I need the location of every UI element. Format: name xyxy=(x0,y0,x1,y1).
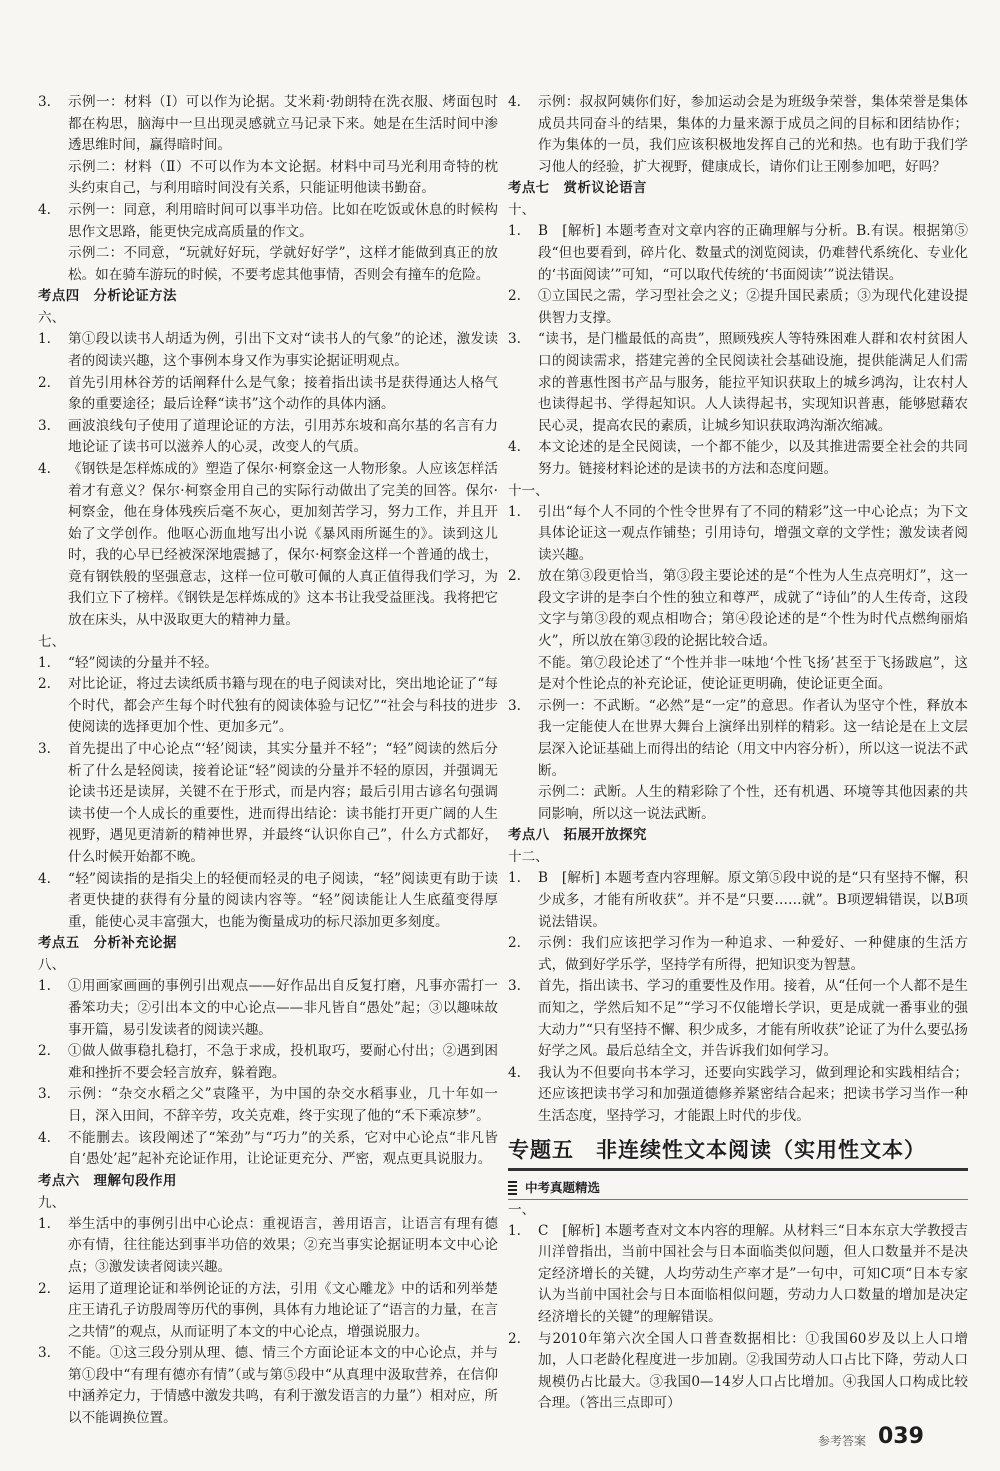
answer-number: 2. xyxy=(38,374,51,391)
answer-number: 1. xyxy=(38,1215,51,1232)
answer-item xyxy=(508,976,968,1062)
answer-number: 4. xyxy=(508,439,521,456)
answer-item xyxy=(38,459,498,632)
answer-item xyxy=(508,1329,968,1415)
section-heading: 考点八 拓展开放探究 xyxy=(508,828,647,844)
answer-number: 4. xyxy=(508,1064,521,1081)
topic-title: 专题五 非连续性文本阅读（实用性文本） xyxy=(508,1134,968,1171)
answer-text: 本文论述的是全民阅读，一个都不能少，以及其推进需要全社会的共同努力。链接材料论述的是读书的方法和态度问题。 xyxy=(538,439,968,477)
answer-text: ①立国民之需，学习型社会之义；②提升国民素质；③为现代化建设提供智力支撑。 xyxy=(538,288,968,326)
answer-number: 3. xyxy=(38,94,51,110)
answer-number: 2. xyxy=(38,1043,51,1060)
group-number: 十、 xyxy=(508,202,536,219)
answer-item xyxy=(38,1279,498,1344)
answer-item xyxy=(508,696,968,826)
right-column xyxy=(508,92,968,1415)
answer-text: C [解析] 本题考查对文本内容的理解。从材料三“日本东京大学教授吉川洋曾指出，当前中国社会与日本面临类似问题，但人口数量并不是决定经济增长的关键，人均劳动生产率才是”一句中，可知C项“日本专家认为当前中国社会与日本面临相似问题，劳动力人口数量的增加是决定经济增长的关键”的理解错误。 xyxy=(538,1222,968,1325)
answer-paragraph: 示例一：不武断。“必然”是“一定”的意思。作者认为坚守个性，释放本我一定能使人在世界大舞台上演绎出别样的精彩。这一结论是在上文层层深入论证基础上而得出的结论（用文中内容分析），所以这一说法不武断。 xyxy=(538,697,968,779)
section-heading: 考点六 理解句段作用 xyxy=(38,1173,177,1189)
answer-number: 2. xyxy=(508,935,521,952)
example-two: 示例二：不同意，“玩就好好玩，学就好好学”，这样才能做到真正的放松。如在骑车游玩的时候，不要考虑其他事情，否则会有撞车的危险。 xyxy=(68,245,498,283)
footer-label: 参考答案 xyxy=(818,1434,867,1448)
answer-text: 《钢铁是怎样炼成的》塑造了保尔·柯察金这一人物形象。人应该怎样活着才有意义？保尔·柯察金用自己的实际行动做出了完美的回答。保尔·柯察金，他在身体残疾后毫不灰心，更加刻苦学习，努力工作，并且开始了文学创作。他呕心沥血地写出小说《暴风雨所诞生的》。读到这儿时，我的心早已经被深深地震撼了，保尔·柯察金这样一个普通的战士，竟有钢铁般的坚强意志，这样一位可敬可佩的人真正值得我们学习，为我们立下了榜样。《钢铁是怎样炼成的》这本书让我受益匪浅。我将把它放在床头，从中汲取更大的精神力量。 xyxy=(68,460,498,629)
answer-3 xyxy=(38,92,498,200)
sub-heading-label: 中考真题精选 xyxy=(525,1179,601,1195)
answer-text: 示例：我们应该把学习作为一种追求、一种爱好、一种健康的生活方式，做到好学乐学，坚持学有所得，把知识变为智慧。 xyxy=(538,935,968,973)
answer-item xyxy=(38,416,498,459)
answer-paragraph: 示例二：武断。人生的精彩除了个性，还有机遇、环境等其他因素的共同影响，所以这一说法武断。 xyxy=(538,784,968,822)
answer-number: 4. xyxy=(38,460,51,477)
group-number: 八、 xyxy=(38,957,66,974)
section-heading: 考点五 分析补充论据 xyxy=(38,936,177,952)
answer-number: 3. xyxy=(38,417,51,434)
answer-item xyxy=(508,502,968,567)
answer-text: 不能删去。该段阐述了“笨劲”与“巧力”的关系，它对中心论点“非凡皆自‘愚处’起”起补充论证作用，让论证更充分、严密，观点更具说服力。 xyxy=(68,1129,498,1168)
example-one: 示例一：材料（Ⅰ）可以作为论据。艾米莉·勃朗特在洗衣服、烤面包时都在构思，脑海中一旦出现灵感就立马记录下来。她是在生活时间中渗透思维时间，赢得暗时间。 xyxy=(68,94,498,154)
group-number: 七、 xyxy=(38,633,66,650)
answer-number: 1. xyxy=(38,331,51,348)
answer-number: 4. xyxy=(38,870,51,887)
answer-number: 2. xyxy=(38,676,51,693)
answer-number: 3. xyxy=(38,1345,51,1362)
answer-text: 示例：“杂交水稻之父”袁隆平，为中国的杂交水稻事业，几十年如一日，深入田间，不辞辛劳，攻关克难，终于实现了他的“禾下乘凉梦”。 xyxy=(68,1086,498,1124)
answer-text: B [解析] 本题考查内容理解。原文第⑤段中说的是“只有坚持不懈，积少成多，才能有所收获”。并不是“只要……就”。B项逻辑错误，以B项说法错误。 xyxy=(538,870,968,930)
answer-text: 首先提出了中心论点“‘轻’阅读，其实分量并不轻”；“轻”阅读的然后分析了什么是轻阅读，接着论证“轻”阅读的分量并不轻的原因，并强调无论读书还是读屏，关键不在于形式，而是内容；最后引用古谚名句强调读书使一个人成长的重要性，进而得出结论：读书能打开更广阔的人生视野，遇见更清新的精神世界，并最终“认识你自己”，什么方式都好，什么时候开始都不晚。 xyxy=(68,741,498,865)
example-one: 示例一：同意，利用暗时间可以事半功倍。比如在吃饭或休息的时候构思作文思路，能更快完成高质量的作文。 xyxy=(68,201,498,240)
answer-item xyxy=(38,869,498,934)
answer-number: 1. xyxy=(38,978,51,995)
answer-text: ①做人做事稳扎稳打，不急于求成，投机取巧，要耐心付出；②遇到困难和挫折不要会轻言放弃，躲着跑。 xyxy=(68,1043,498,1081)
group-number: 六、 xyxy=(38,310,66,327)
answer-text: 引出“每个人不同的个性令世界有了不同的精彩”这一中心论点；为下文具体论证这一观点作铺垫；引用诗句，增强文章的文学性；激发读者阅读兴趣。 xyxy=(538,503,968,563)
answer-item xyxy=(38,976,498,1041)
answer-item xyxy=(38,653,498,675)
section-heading: 考点四 分析论证方法 xyxy=(38,289,177,305)
answer-text: “轻”阅读指的是指尖上的轻便而轻灵的电子阅读，“轻”阅读更有助于读者更快捷的获得有分量的阅读内容等。“轻”阅读能让人生底蕴变得厚重，能使心灵丰富强大，也能为衡量成功的标尺添加更多刻度。 xyxy=(68,870,498,930)
sub-heading xyxy=(508,1179,968,1200)
answer-item xyxy=(38,329,498,372)
answer-item xyxy=(38,373,498,416)
answer-number: 1. xyxy=(508,1222,521,1239)
answer-text: 与2010年第六次全国人口普查数据相比：①我国60岁及以上人口增加，人口老龄化程度进一步加剧。②我国劳动人口占比下降，劳动人口规模仍占比最大。③我国0—14岁人口占比增加。④我国人口构成比较合理。（答出三点即可） xyxy=(538,1330,968,1412)
answer-text: “读书，是门槛最低的高贵”，照顾残疾人等特殊困难人群和农村贫困人口的阅读需求，搭建完善的全民阅读社会基础设施，提供能满足人们需求的普惠性图书产品与服务，能拉平知识获取上的城乡鸿沟，让农村人也读得起书、学得起知识。人人读得起书，实现知识普惠，能够慰藉农民心灵，提高农民的素质，让城乡知识获取鸿沟渐次缩减。 xyxy=(538,331,968,434)
group-number: 九、 xyxy=(38,1194,66,1211)
answer-number: 2. xyxy=(508,1330,521,1347)
answer-number: 3. xyxy=(38,1086,51,1103)
answer-item xyxy=(508,1063,968,1128)
section-heading: 考点七 赏析议论语言 xyxy=(508,181,647,197)
page-number: 039 xyxy=(878,1424,924,1449)
answer-number: 3. xyxy=(508,697,521,714)
answer-number: 3. xyxy=(38,741,51,758)
answer-item xyxy=(508,92,968,178)
answer-item xyxy=(508,1221,968,1329)
answer-text: B [解析] 本题考查对文章内容的正确理解与分析。B.有误。根据第⑤段“但也要看到，碎片化、数量式的浏览阅读，仍难替代系统化、专业化的‘书面阅读’”可知，“可以取代传统的‘书面阅读’”说法错误。 xyxy=(538,223,968,283)
answer-item xyxy=(508,566,968,696)
answer-number: 1. xyxy=(508,503,521,520)
group-number: 十一、 xyxy=(508,482,549,499)
answer-text: ①用画家画画的事例引出观点——好作品出自反复打磨，凡事亦需打一番笨功夫；②引出本文的中心论点——非凡皆自“愚处”起；③以趣味故事开篇，易引发读者的阅读兴趣。 xyxy=(68,978,498,1038)
answer-item xyxy=(38,674,498,739)
answer-item xyxy=(38,1214,498,1279)
answer-number: 1. xyxy=(508,223,521,240)
answer-text: “轻”阅读的分量并不轻。 xyxy=(68,654,218,671)
answer-number: 3. xyxy=(508,331,521,348)
answer-item xyxy=(508,329,968,437)
answer-paragraph: 不能。第⑦段论述了“个性并非一味地‘个性飞扬’甚至于飞扬跋扈”，这是对个性论点的补充论证，使论证更明确，使论证更全面。 xyxy=(538,654,968,693)
answer-text: 举生活中的事例引出中心论点：重视语言，善用语言，让语言有理有德亦有情，往往能达到事半功倍的效果；②充当事实论据证明本文中心论点；③激发读者阅读兴趣。 xyxy=(68,1215,498,1275)
answer-text: 第①段以读书人胡适为例，引出下文对“读书人的气象”的论述，激发读者的阅读兴趣，这个事例本身又作为事实论据证明观点。 xyxy=(68,331,498,369)
answer-item xyxy=(38,1343,498,1429)
answer-number: 1. xyxy=(508,870,521,887)
answer-item xyxy=(508,933,968,976)
answer-item xyxy=(38,1128,498,1171)
answer-number: 2. xyxy=(508,288,521,305)
left-column xyxy=(38,92,498,1430)
answer-number: 3. xyxy=(508,978,521,995)
answer-number: 4. xyxy=(38,1129,51,1146)
answer-text: 运用了道理论证和举例论证的方法，引用《文心雕龙》中的话和列举楚庄王请孔子访殷周等历代的事例，具体有力地论证了“语言的力量，在言之共情”的观点，从而证明了本文的中心论点，增强说服力。 xyxy=(68,1280,498,1340)
example-two: 示例二：材料（Ⅱ）不可以作为本文论据。材料中司马光利用奇特的枕头约束自己，与利用暗时间没有关系，只能证明他读书勤奋。 xyxy=(68,158,498,197)
answer-item xyxy=(508,221,968,286)
stripe-icon xyxy=(508,1181,517,1195)
answer-text: 对比论证，将过去读纸质书籍与现在的电子阅读对比，突出地论证了“每个时代，都会产生每个时代独有的阅读体验与记忆”“社会与科技的进步使阅读的选择更加个性、更加多元”。 xyxy=(68,676,498,736)
answer-number: 4. xyxy=(508,94,521,110)
answer-item xyxy=(508,437,968,480)
answer-text: 示例：叔叔阿姨你们好，参加运动会是为班级争荣誉，集体荣誉是集体成员共同奋斗的结果，集体的力量来源于成员之间的目标和团结协作；作为集体的一员，我们应该积极地发挥自己的光和热。也有助于我们学习他人的经验，扩大视野，健康成长，请你们让王刚参加吧，好吗？ xyxy=(538,94,968,175)
answer-item xyxy=(508,868,968,933)
answer-item xyxy=(38,1084,498,1127)
answer-paragraph: 放在第③段更恰当，第③段主要论述的是“个性为人生点亮明灯”，这一段文字讲的是李白个性的独立和尊严，成就了“诗仙”的人生传奇，这段文字与第③段的观点相吻合；第④段论述的是“个性为时代点燃绚丽焰火”，所以放在第③段的论据比较合适。 xyxy=(538,568,968,650)
answer-text: 首先，指出读书、学习的重要性及作用。接着，从“任何一个人都不是生而知之，学然后知不足”“学习不仅能增长学识，更是成就一番事业的强大动力”“只有坚持不懈、积少成多，才能有所收获”论证了为什么要弘扬好学之风。最后总结全文，并告诉我们如何学习。 xyxy=(538,978,968,1060)
answer-4 xyxy=(38,200,498,286)
group-number: 一、 xyxy=(508,1201,536,1218)
answer-text: 首先引用林谷芳的话阐释什么是气象；接着指出读书是获得通达人格气象的重要途径；最后诠释“读书”这个动作的具体内涵。 xyxy=(68,374,498,413)
answer-item xyxy=(38,739,498,869)
answer-item xyxy=(508,286,968,329)
answer-number: 2. xyxy=(38,1280,51,1297)
answer-item xyxy=(38,1041,498,1084)
answer-text: 不能。①这三段分别从理、德、情三个方面论证本文的中心论点，并与第①段中“有理有德亦有情”（或与第⑤段中“从真理中汲取营养，在信仰中涵养定力，于情感中激发共鸣，有利于激发语言的力量”）相对应，所以不能调换位置。 xyxy=(68,1345,498,1427)
group-number: 十二、 xyxy=(508,849,549,866)
answer-number: 4. xyxy=(38,201,51,218)
answer-number: 1. xyxy=(38,654,51,671)
answer-text: 画波浪线句子使用了道理论证的方法，引用苏东坡和高尔基的名言有力地论证了读书可以滋养人的心灵，改变人的气质。 xyxy=(68,417,498,456)
answer-number: 2. xyxy=(508,568,521,585)
answer-text: 我认为不但要向书本学习，还要向实践学习，做到理论和实践相结合；还应该把读书学习和加强道德修养紧密结合起来；把读书学习当作一种生活态度，坚持学习，才能跟上时代的步伐。 xyxy=(538,1064,968,1124)
